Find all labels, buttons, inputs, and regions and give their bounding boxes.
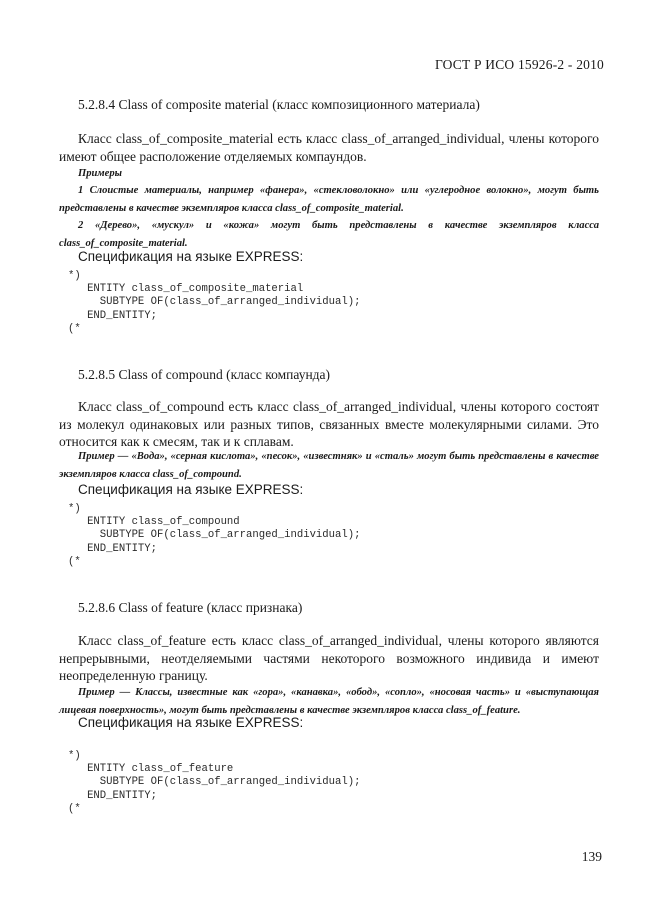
section-paragraph [59,398,599,451]
example-item: 1 Слоистые материалы, например «фанера», «стекловолокно» или «углеродное волокно», могут быть представлены в качестве экземпляров класса class_of_composite_material. [59,185,599,214]
example-item: Пример — «Вода», «серная кислота», «песок», «известняк» и «сталь» могут быть представлены в качестве экземпляров класса class_of_compound. [59,451,599,480]
express-code-block: *) ENTITY class_of_feature SUBTYPE OF(class_of_arranged_individual); END_ENTITY; (* [68,750,361,815]
express-spec-label: Спецификация на языке EXPRESS: [78,715,304,730]
paragraph-text: Класс class_of_feature есть класс class_of_arranged_individual, члены которого являются непрерывными, неотделяемыми частями некоторого возможного индивида и имеют неопределенную границу. [59,633,599,683]
section-heading-composite-material: 5.2.8.4 Class of composite material (класс композиционного материала) [78,97,480,112]
express-code-block: *) ENTITY class_of_compound SUBTYPE OF(class_of_arranged_individual); END_ENTITY; (* [68,503,361,568]
paragraph-text: Класс class_of_composite_material есть класс class_of_arranged_individual, члены которого имеют общее расположение отделяемых компаундов. [59,131,599,164]
express-code-block: *) ENTITY class_of_composite_material SUBTYPE OF(class_of_arranged_individual); END_ENTITY; (* [68,270,361,335]
section-heading-compound: 5.2.8.5 Class of compound (класс компаунда) [78,367,331,382]
example-item: 2 «Дерево», «мускул» и «кожа» могут быть представлены в качестве экземпляров класса class_of_composite_material. [59,220,599,249]
example-item: Пример — Классы, известные как «гора», «канавка», «обод», «сопло», «носовая часть» и «выступающая лицевая поверхность», могут быть представлены в качестве экземпляров класса class_of_feature. [59,687,599,716]
document-header: ГОСТ Р ИСО 15926-2 - 2010 [434,57,604,72]
examples-heading: Примеры [78,168,123,179]
section-paragraph [59,130,599,165]
section-paragraph [59,632,599,685]
page-number: 139 [581,849,602,864]
section-heading-feature: 5.2.8.6 Class of feature (класс признака) [78,600,303,615]
paragraph-text: Класс class_of_compound есть класс class_of_arranged_individual, члены которого состоят из молекул одинаковых или разных типов, связанных вместе молекулярными силами. Это относится как к смесям, так и к сплавам. [59,399,599,449]
express-spec-label: Спецификация на языке EXPRESS: [78,249,304,264]
express-spec-label: Спецификация на языке EXPRESS: [78,482,304,497]
